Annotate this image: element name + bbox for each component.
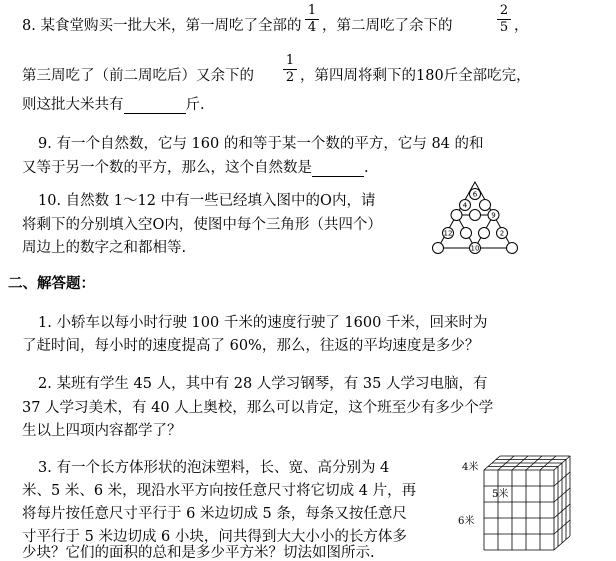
q8-line3 — [22, 93, 205, 114]
q8-frac1-denominator: 4 — [307, 20, 317, 35]
q8-frac2-denominator: 5 — [499, 20, 509, 35]
q9-line1: 9. 有一个自然数，它与 160 的和等于某一个数的平方，它与 84 的和 — [38, 136, 484, 152]
fig-label-4m: 4米 — [462, 462, 479, 473]
p1-line2: 了赶时间，每小时的速度提高了 60%，那么，往返的平均速度是多少？ — [22, 338, 480, 354]
q8-frac1-numerator: 1 — [307, 3, 317, 18]
circle-right-upper[interactable] — [480, 200, 491, 211]
q8-frac3-numerator: 1 — [285, 53, 295, 68]
q8-answer-blank[interactable] — [124, 97, 186, 114]
fig-label-5m: 5米 — [492, 489, 509, 500]
section-heading: 二、解答题： — [8, 276, 95, 292]
p1-line1: 1. 小轿车以每小时行驶 100 千米的速度行驶了 1600 千米，回来时为 — [38, 315, 488, 331]
q8-fraction-1 — [305, 4, 319, 35]
cuboid-grid — [484, 456, 570, 550]
q9-answer-blank[interactable] — [312, 160, 364, 177]
p3-line3: 将每片按任意尺寸平行于 6 米边切成 5 条，每条又按任意尺 — [22, 506, 407, 522]
circle-bottom-left[interactable] — [433, 243, 444, 254]
p2-line3: 生以上四项内容都学了？ — [22, 423, 182, 439]
p3-line1: 3. 有一个长方体形状的泡沫塑料，长、宽、高分别为 4 — [38, 460, 390, 476]
circle-inner-right[interactable] — [479, 228, 490, 239]
circle-number-4: 4 — [462, 201, 468, 210]
q8-fraction-3 — [283, 54, 297, 85]
q8-line3-b: 斤. — [185, 97, 205, 113]
circle-number-6: 6 — [472, 190, 478, 199]
q9-line2-a: 又等于另一个数的平方，那么，这个自然数是 — [22, 160, 312, 176]
circle-number-2: 2 — [499, 229, 505, 238]
q8-line1-c: ， — [514, 18, 529, 34]
p3-line4: 寸平行于 5 米边切成 6 小块，问共得到大大小小的长方体多 — [22, 529, 407, 545]
q9-line2-b: . — [364, 160, 369, 176]
q8-line2-a: 第三周吃了（前二周吃后）又余下的 — [22, 68, 254, 84]
circle-center[interactable] — [470, 210, 481, 221]
p3-line5: 少块？它们的面积的总和是多少平方米？切法如图所示. — [22, 545, 375, 561]
circle-bottom-right[interactable] — [507, 243, 518, 254]
q10-line1: 10. 自然数 1～12 中有一些已经填入图中的O内，请 — [38, 193, 376, 209]
p2-line2: 37 人学习美术，有 40 人上奥校，那么可以肯定，这个班至少有多少个学 — [22, 400, 494, 416]
circle-number-10: 10 — [470, 244, 480, 253]
triangle-figure — [432, 178, 518, 258]
q8-frac3-denominator: 2 — [285, 70, 295, 85]
q9-line2 — [22, 156, 369, 177]
q8-line1-b: ，第二周吃了余下的 — [322, 18, 453, 34]
q8-fraction-2 — [497, 4, 511, 35]
cuboid-figure — [458, 452, 608, 556]
q8-line3-a: 则这批大米共有 — [22, 97, 124, 113]
p3-line2: 米、5 米、6 米，现沿水平方向按任意尺寸将它切成 4 片，再 — [22, 483, 417, 499]
circle-left-middle[interactable] — [451, 210, 462, 221]
circle-number-12: 12 — [443, 229, 453, 238]
q10-line3: 周边上的数字之和都相等. — [22, 240, 187, 256]
circle-number-9: 9 — [491, 211, 496, 220]
q10-line2: 将剩下的分别填入空O内，使图中每个三角形（共四个） — [22, 217, 382, 233]
q8-frac2-numerator: 2 — [499, 3, 509, 18]
p2-line1: 2. 某班有学生 45 人，其中有 28 人学习钢琴，有 35 人学习电脑，有 — [38, 376, 488, 392]
q8-line2-b: ，第四周将剩下的180斤全部吃完， — [300, 68, 531, 84]
circle-inner-left[interactable] — [461, 228, 472, 239]
fig-label-6m: 6米 — [458, 516, 475, 527]
q8-line1-a: 8. 某食堂购买一批大米，第一周吃了全部的 — [22, 18, 302, 34]
